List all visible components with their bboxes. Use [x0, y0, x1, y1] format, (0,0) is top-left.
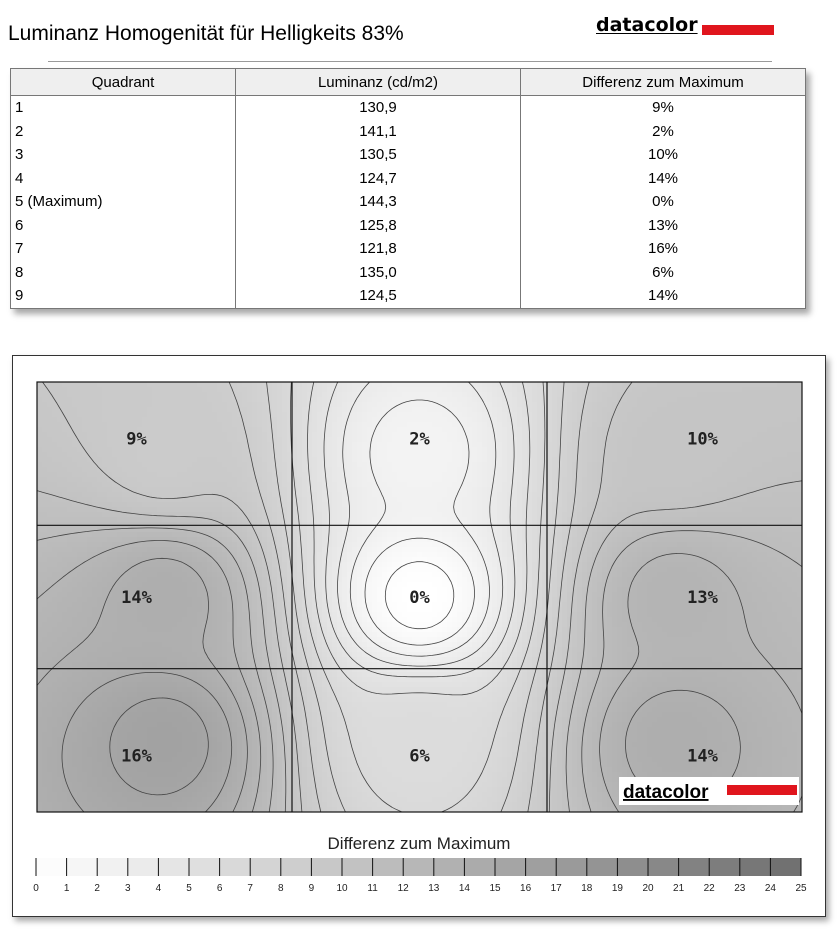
scale-tick-label: 12 — [398, 883, 410, 894]
table-header-row — [11, 69, 806, 96]
scale-tick-label: 22 — [704, 883, 716, 894]
scale-swatch — [617, 858, 648, 876]
scale-swatch — [464, 858, 495, 876]
scale-swatch — [770, 858, 801, 876]
page-title: Luminanz Homogenität für Helligkeits 83% — [8, 22, 404, 46]
header-luminance: Luminanz (cd/m2) — [236, 69, 521, 96]
scale-swatch — [250, 858, 281, 876]
plot-logo-red-bar — [727, 785, 797, 795]
scale-tick-label: 6 — [217, 883, 223, 894]
scale-tick-label: 23 — [734, 883, 746, 894]
quadrant-label: 6% — [409, 746, 430, 766]
scale-swatch — [526, 858, 557, 876]
luminance-table-card — [10, 68, 806, 309]
scale-tick-label: 18 — [581, 883, 593, 894]
cell-difference: 2% — [521, 120, 806, 144]
cell-difference: 9% — [521, 96, 806, 120]
header-difference: Differenz zum Maximum — [521, 69, 806, 96]
cell-luminance: 121,8 — [236, 237, 521, 261]
cell-luminance: 130,9 — [236, 96, 521, 120]
scale-tick-label: 13 — [428, 883, 440, 894]
scale-tick-label: 17 — [551, 883, 563, 894]
scale-swatch — [342, 858, 373, 876]
cell-luminance: 125,8 — [236, 214, 521, 238]
luminance-heatmap — [13, 356, 825, 916]
cell-quadrant: 5 (Maximum) — [11, 190, 236, 214]
scale-swatch — [434, 858, 465, 876]
scale-tick-label: 24 — [765, 883, 777, 894]
cell-quadrant: 3 — [11, 143, 236, 167]
cell-difference: 14% — [521, 167, 806, 191]
scale-swatch — [740, 858, 771, 876]
scale-tick-label: 14 — [459, 883, 471, 894]
cell-difference: 6% — [521, 261, 806, 285]
quadrant-label: 13% — [687, 588, 718, 608]
cell-quadrant: 9 — [11, 284, 236, 308]
quadrant-label: 9% — [126, 430, 147, 450]
cell-difference: 16% — [521, 237, 806, 261]
luminance-table — [10, 68, 806, 309]
header-quadrant: Quadrant — [11, 69, 236, 96]
table-row — [11, 96, 806, 120]
cell-difference: 0% — [521, 190, 806, 214]
scale-swatch — [556, 858, 587, 876]
scale-tick-label: 0 — [33, 883, 39, 894]
scale-tick-label: 7 — [247, 883, 253, 894]
quadrant-label: 14% — [121, 588, 152, 608]
scale-swatch — [679, 858, 710, 876]
table-row — [11, 120, 806, 144]
table-row — [11, 284, 806, 308]
cell-quadrant: 6 — [11, 214, 236, 238]
title-divider — [48, 61, 772, 62]
scale-swatch — [648, 858, 679, 876]
table-row — [11, 190, 806, 214]
scale-tick-label: 16 — [520, 883, 532, 894]
scale-tick-label: 9 — [309, 883, 315, 894]
scale-swatch — [220, 858, 251, 876]
scale-swatch — [36, 858, 67, 876]
scale-swatch — [97, 858, 128, 876]
scale-tick-label: 15 — [489, 883, 501, 894]
quadrant-label: 16% — [121, 746, 152, 766]
scale-swatch — [128, 858, 159, 876]
table-row — [11, 143, 806, 167]
scale-tick-label: 4 — [156, 883, 162, 894]
logo-red-bar — [702, 25, 774, 35]
scale-tick-label: 2 — [94, 883, 100, 894]
cell-difference: 13% — [521, 214, 806, 238]
cell-quadrant: 1 — [11, 96, 236, 120]
scale-tick-label: 20 — [642, 883, 654, 894]
plot-datacolor-logo: datacolor — [623, 782, 709, 803]
quadrant-label: 2% — [409, 430, 430, 450]
cell-difference: 14% — [521, 284, 806, 308]
scale-swatch — [495, 858, 526, 876]
heatmap-card — [12, 355, 826, 917]
table-row — [11, 261, 806, 285]
scale-tick-label: 21 — [673, 883, 685, 894]
cell-quadrant: 8 — [11, 261, 236, 285]
scale-swatch — [281, 858, 312, 876]
scale-swatch — [403, 858, 434, 876]
cell-quadrant: 7 — [11, 237, 236, 261]
cell-luminance: 135,0 — [236, 261, 521, 285]
scale-tick-label: 3 — [125, 883, 131, 894]
scale-swatch — [158, 858, 189, 876]
scale-tick-label: 5 — [186, 883, 192, 894]
scale-swatch — [373, 858, 404, 876]
cell-quadrant: 4 — [11, 167, 236, 191]
scale-tick-label: 1 — [64, 883, 70, 894]
cell-luminance: 144,3 — [236, 190, 521, 214]
scale-swatch — [67, 858, 98, 876]
scale-title: Differenz zum Maximum — [328, 834, 511, 853]
scale-tick-label: 11 — [367, 883, 378, 894]
table-row — [11, 237, 806, 261]
quadrant-label: 10% — [687, 430, 718, 450]
table-row — [11, 214, 806, 238]
datacolor-logo: datacolor — [596, 14, 698, 36]
scale-swatch — [709, 858, 740, 876]
quadrant-label: 14% — [687, 746, 718, 766]
cell-difference: 10% — [521, 143, 806, 167]
scale-tick-label: 25 — [795, 883, 807, 894]
quadrant-label: 0% — [409, 588, 430, 608]
scale-swatch — [189, 858, 220, 876]
scale-tick-label: 8 — [278, 883, 284, 894]
cell-luminance: 130,5 — [236, 143, 521, 167]
cell-luminance: 124,7 — [236, 167, 521, 191]
table-row — [11, 167, 806, 191]
scale-swatch — [311, 858, 342, 876]
scale-tick-label: 19 — [612, 883, 624, 894]
scale-swatch — [587, 858, 618, 876]
cell-luminance: 141,1 — [236, 120, 521, 144]
cell-luminance: 124,5 — [236, 284, 521, 308]
scale-tick-label: 10 — [336, 883, 348, 894]
cell-quadrant: 2 — [11, 120, 236, 144]
